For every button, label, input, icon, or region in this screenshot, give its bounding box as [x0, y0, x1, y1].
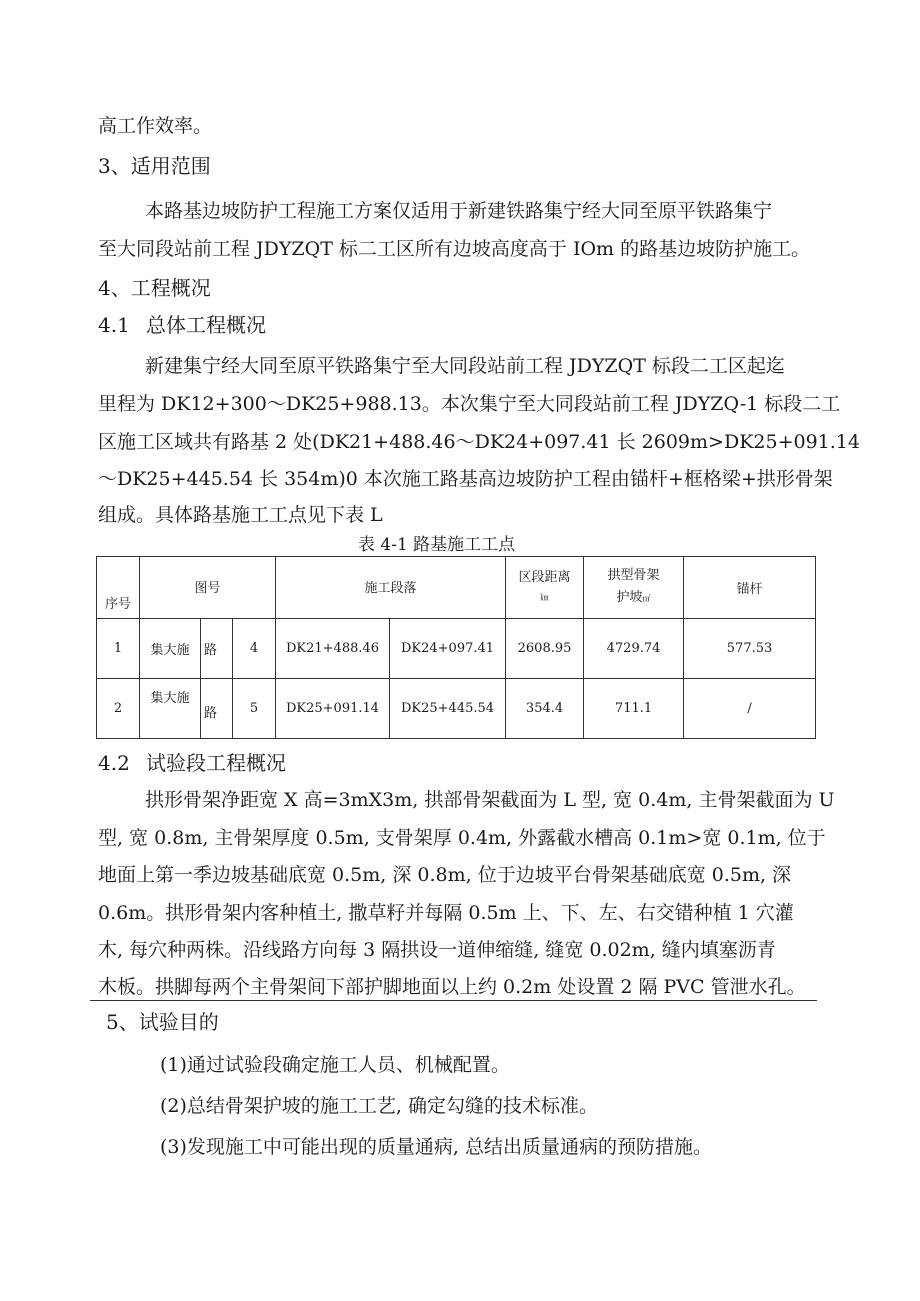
header-distance-unit: ㎞ — [540, 592, 549, 602]
cell-drawing-a: 集大施 — [140, 619, 201, 679]
cell-slope: 4729.74 — [584, 619, 684, 679]
list-item: (3)发现施工中可能出现的质量通病, 总结出质量通病的预防措施。 — [160, 1136, 712, 1158]
header-seq: 序号 — [97, 557, 140, 619]
table-row — [97, 619, 816, 679]
paragraph-line: 木板。拱脚每两个主骨架间下部护脚地面以上约 0.2m 处设置 2 隔 PVC 管泄水孔。 — [98, 976, 806, 998]
header-slope-line1: 拱型骨架 — [607, 568, 660, 583]
paragraph-line: 地面上第一季边坡基础底宽 0.5m, 深 0.8m, 位于边坡平台骨架基础底宽 0.5m, 深 — [98, 864, 792, 886]
header-anchor: 锚杆 — [684, 557, 816, 619]
cell-start: DK21+488.46 — [276, 619, 390, 679]
paragraph-line: 高工作效率。 — [98, 115, 213, 137]
table-caption: 表 4-1 路基施工工点 — [358, 535, 516, 555]
table-row — [97, 679, 816, 739]
list-item: (2)总结骨架护坡的施工工艺, 确定勾缝的技术标准。 — [160, 1095, 598, 1117]
cell-distance: 354.4 — [506, 679, 584, 739]
cell-drawing-b: 路 — [201, 679, 233, 739]
cell-seq: 2 — [97, 679, 140, 739]
horizontal-rule — [90, 1000, 817, 1001]
cell-drawing-a: 集大施 — [140, 679, 201, 739]
subsection-heading-4-2: 试验段工程概况 — [146, 751, 286, 775]
cell-seq: 1 — [97, 619, 140, 679]
header-distance — [506, 557, 584, 619]
cell-drawing-b: 路 — [201, 619, 233, 679]
subsection-number-4-2: 4.2 — [98, 751, 130, 775]
cell-drawing-c: 5 — [233, 679, 276, 739]
paragraph-line: 本路基边坡防护工程施工方案仅适用于新建铁路集宁经大同至原平铁路集宁 — [145, 200, 773, 222]
cell-start: DK25+091.14 — [276, 679, 390, 739]
paragraph-line: 区施工区域共有路基 2 处(DK21+488.46～DK24+097.41 长 2609m>DK25+091.14 — [98, 431, 860, 453]
paragraph-line: 组成。具体路基施工工点见下表 L — [98, 504, 383, 526]
section-heading-5: 5、试验目的 — [106, 1010, 219, 1034]
section-heading-3: 3、适用范围 — [98, 154, 211, 178]
subsection-heading-4-1: 总体工程概况 — [146, 313, 266, 337]
header-section: 施工段落 — [276, 557, 506, 619]
paragraph-line: 木, 每穴种两株。沿线路方向每 3 隔拱设一道伸缩缝, 缝宽 0.02m, 缝内填塞沥青 — [98, 939, 776, 961]
subsection-number-4-1: 4.1 — [98, 313, 130, 337]
paragraph-line: 至大同段站前工程 JDYZQT 标二工区所有边坡高度高于 IOm 的路基边坡防护施工。 — [98, 238, 811, 260]
header-slope-line2: 护坡㎡ — [616, 590, 651, 605]
list-item: (1)通过试验段确定施工人员、机械配置。 — [160, 1054, 510, 1076]
section-heading-4: 4、工程概况 — [98, 276, 211, 300]
header-distance-label: 区段距离 — [518, 569, 571, 585]
header-drawing: 图号 — [140, 557, 276, 619]
cell-slope: 711.1 — [584, 679, 684, 739]
cell-anchor: / — [684, 679, 816, 739]
header-slope — [584, 557, 684, 619]
cell-end: DK25+445.54 — [390, 679, 506, 739]
cell-anchor: 577.53 — [684, 619, 816, 679]
worksite-table — [96, 556, 816, 739]
cell-drawing-c: 4 — [233, 619, 276, 679]
cell-distance: 2608.95 — [506, 619, 584, 679]
paragraph-line: 新建集宁经大同至原平铁路集宁至大同段站前工程 JDYZQT 标段二工区起迄 — [145, 355, 785, 377]
paragraph-line: 型, 宽 0.8m, 主骨架厚度 0.5m, 支骨架厚 0.4m, 外露截水槽高 0.1m>宽 0.1m, 位于 — [98, 827, 826, 849]
paragraph-line: 0.6m。拱形骨架内客种植土, 撒草籽并每隔 0.5m 上、下、左、右交错种植 1 穴灌 — [98, 902, 794, 924]
paragraph-line: 拱形骨架净距宽 X 高=3mX3m, 拱部骨架截面为 L 型, 宽 0.4m, 主骨架截面为 U — [145, 789, 835, 811]
paragraph-line: 里程为 DK12+300～DK25+988.13。本次集宁至大同段站前工程 JDYZQ-1 标段二工 — [98, 393, 841, 415]
table-header-row — [97, 557, 816, 619]
cell-end: DK24+097.41 — [390, 619, 506, 679]
paragraph-line: ～DK25+445.54 长 354m)0 本次施工路基高边坡防护工程由锚杆+框格梁+拱形骨架 — [98, 468, 833, 490]
